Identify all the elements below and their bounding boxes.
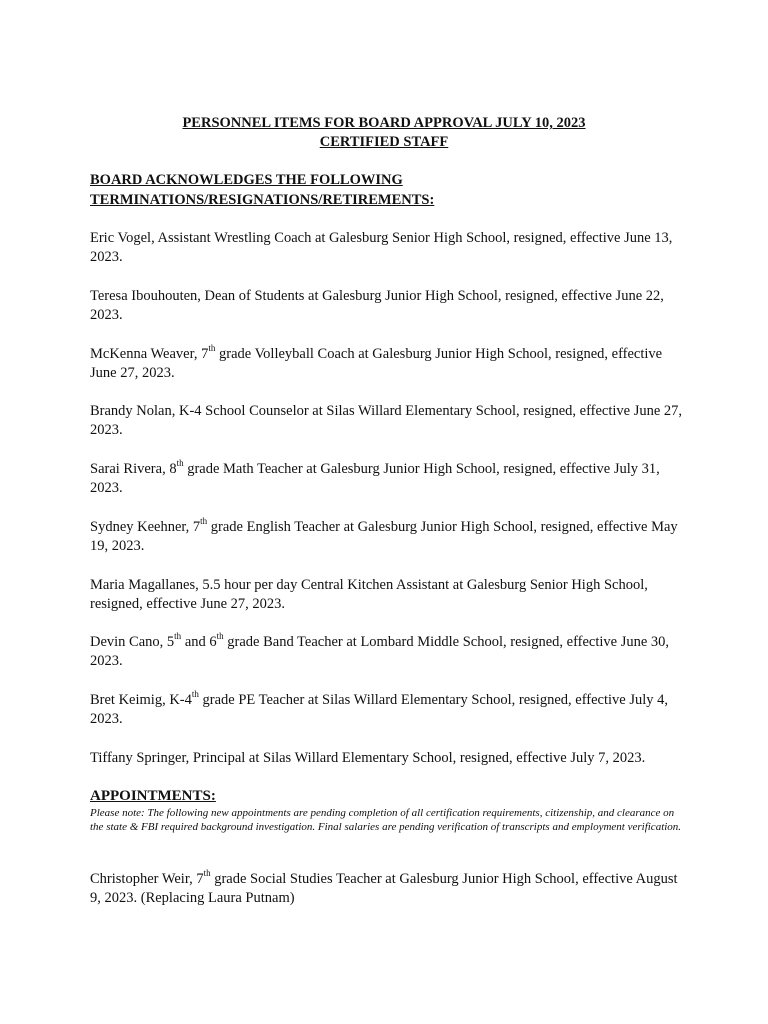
ordinal-suffix: th [176,458,184,469]
entry-text: Tiffany Springer, Principal at Silas Willard Elementary School, resigned, effective July 7, 2023. [90,750,646,766]
ordinal-suffix: th [203,868,211,879]
appointments-heading: APPOINTMENTS: [90,788,216,804]
entry-text-start: Bret Keimig, K-4 [90,692,192,708]
ordinal-suffix: th [200,516,208,527]
entry-text-start: Christopher Weir, 7 [90,871,204,887]
entry-text: Maria Magallanes, 5.5 hour per day Central Kitchen Assistant at Galesburg Senior High School, resigned, effective June 27, 2023. [90,577,648,612]
entry-text: Teresa Ibouhouten, Dean of Students at Galesburg Junior High School, resigned, effective June 22, 2023. [90,288,664,323]
termination-entry [90,633,690,671]
termination-entry [90,518,690,556]
ordinal-suffix: th [174,631,182,642]
entry-text-end: grade Math Teacher at Galesburg Junior High School, resigned, effective July 31, 2023. [90,461,660,496]
entry-text-end: grade English Teacher at Galesburg Junior High School, resigned, effective May 19, 2023. [90,519,678,554]
termination-entry [90,402,690,440]
entry-text-end: grade PE Teacher at Silas Willard Elementary School, resigned, effective July 4, 2023. [90,692,669,727]
termination-entry [90,691,690,729]
ordinal-suffix: th [208,343,216,354]
termination-entry [90,287,690,325]
entry-text-end: grade Band Teacher at Lombard Middle School, resigned, effective June 30, 2023. [90,634,670,669]
document-title-block [0,114,768,152]
entry-text: Brandy Nolan, K-4 School Counselor at Silas Willard Elementary School, resigned, effective June 27, 2023. [90,403,683,438]
appointments-note: Please note: The following new appointments are pending completion of all certification requirements, citizenship, and clearance on the state & FBI required background investigation. Final salaries are pending verification of transcripts and employment verification. [90,807,682,833]
termination-entry [90,229,690,267]
ordinal-suffix: th [216,631,224,642]
entry-text-start: McKenna Weaver, 7 [90,346,209,362]
terminations-heading [90,170,434,210]
ordinal-suffix: th [191,689,199,700]
entry-text-end: grade Social Studies Teacher at Galesburg Junior High School, effective August 9, 2023. (Replacing Laura Putnam) [90,871,678,906]
termination-entry [90,460,690,498]
entry-text-start: Devin Cano, 5 [90,634,175,650]
entry-text-end: grade Volleyball Coach at Galesburg Junior High School, resigned, effective June 27, 2023. [90,346,663,381]
entry-text-start: Sarai Rivera, 8 [90,461,177,477]
termination-entry [90,749,690,768]
entry-text-start: Sydney Keehner, 7 [90,519,201,535]
entry-text: Eric Vogel, Assistant Wrestling Coach at Galesburg Senior High School, resigned, effective June 13, 2023. [90,230,673,265]
entry-text-middle: and 6 [181,634,217,650]
terminations-heading-line1: BOARD ACKNOWLEDGES THE FOLLOWING [90,172,403,188]
termination-entry [90,345,690,383]
document-subtitle: CERTIFIED STAFF [319,134,449,150]
terminations-heading-line2: TERMINATIONS/RESIGNATIONS/RETIREMENTS: [90,192,435,208]
document-title: PERSONNEL ITEMS FOR BOARD APPROVAL JULY 10, 2023 [182,115,586,131]
appointment-entry [90,870,690,908]
termination-entry [90,576,690,614]
